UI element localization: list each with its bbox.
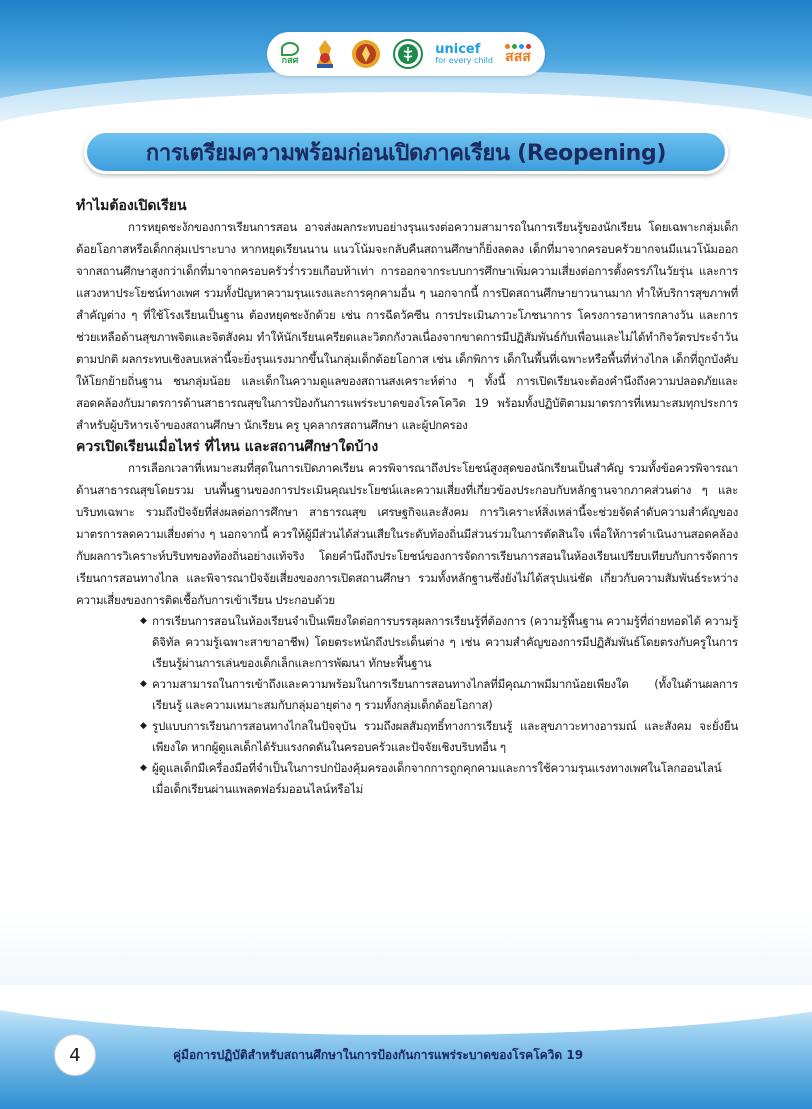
list-item: ◆ การเรียนการสอนในห้องเรียนจำเป็นเพียงใดต่อการบรรลุผลการเรียนรู้ที่ต้องการ (ความรู้พื้นฐาน ความรู้ที่ถ่ายทอดได้ ความรู้ดิจิทัล ความรู้เฉพาะสาขาอาชีพ) โดยตระหนักถึงประเด็นต่าง ๆ เช่น ความสำคัญของการมีปฏิสัมพันธ์โดยตรงกับครูในการเรียนรู้ผ่านการเล่นของเด็กเล็กและการพัฒนา ทักษะพื้นฐาน [142,611,738,674]
moph-seal-icon [393,39,423,69]
footer-wave [0,985,812,1035]
thaihealth-logo: สสส [505,44,531,65]
consideration-list [142,611,738,800]
unicef-logo: unicef for every child [435,41,493,65]
diamond-bullet-icon: ◆ [140,763,147,773]
obec-seal-icon [351,39,381,69]
list-item: ◆ รูปแบบการเรียนการสอนทางไกลในปัจจุบัน รวมถึงผลสัมฤทธิ์ทางการเรียนรู้ และสุขภาวะทางอารมณ์ และสังคม จะยั่งยืนเพียงใด หากผู้ดูแลเด็กได้รับแรงกดดันในครอบครัวและปัจจัยเชิงบริบทอื่น ๆ [142,716,738,758]
diamond-bullet-icon: ◆ [140,721,147,731]
section-heading-when-where: ควรเปิดเรียนเมื่อไหร่ ที่ไหน และสถานศึกษาใดบ้าง [76,439,379,455]
kp-logo: กสศ [281,42,299,66]
list-item: ◆ ความสามารถในการเข้าถึงและความพร้อมในการเรียนการสอนทางไกลที่มีคุณภาพมีมากน้อยเพียงใด (ทั้งในด้านผลการเรียนรู้ และความเหมาะสมกับกลุ่มอายุต่าง ๆ รวมทั้งกลุ่มเด็กด้อยโอกาส) [142,674,738,716]
thaihealth-dots-icon [505,44,531,49]
section-heading-why-reopen: ทำไมต้องเปิดเรียน [76,198,187,214]
logo-bar [267,32,545,76]
page-number: 4 [54,1034,96,1076]
footer-title: คู่มือการปฏิบัติสำหรับสถานศึกษาในการป้องกันการแพร่ระบาดของโรคโควิด 19 [173,1048,584,1062]
page-title: การเตรียมความพร้อมก่อนเปิดภาคเรียน (Reopening) [145,140,667,166]
moph-seal [393,39,423,69]
diamond-bullet-icon: ◆ [140,679,147,689]
obec-seal [351,39,381,69]
title-banner [84,130,728,174]
ministry-education-seal [311,38,339,70]
section-paragraph-why-reopen: การหยุดชะงักของการเรียนการสอน อาจส่งผลกระทบอย่างรุนแรงต่อความสามารถในการเรียนรู้ของนักเรียน โดยเฉพาะกลุ่มเด็กด้อยโอกาสหรือเด็กกลุ่มเปราะบาง หากหยุดเรียนนาน แนวโน้มจะกลับคืนสถานศึกษาก็ยิ่งลดลง เด็กที่มาจากครอบครัวยากจนมีแนวโน้มออกจากสถานศึกษาสูงกว่าเด็กที่มาจากครอบครัวร่ำรวยเกือบห้าเท่า การออกจากระบบการศึกษาเพิ่มความเสี่ยงต่อการตั้งครรภ์ในวัยรุ่น และการแสวงหาประโยชน์ทางเพศ รวมทั้งปัญหาความรุนแรงและการคุกคามอื่น ๆ นอกจากนี้ การปิดสถานศึกษายาวนานมาก ทำให้บริการสุขภาพที่สำคัญต่าง ๆ ที่ใช้โรงเรียนเป็นฐาน ต้องหยุดชะงักด้วย เช่น การฉีดวัคซีน การประเมินภาวะโภชนาการ โครงการอาหารกลางวัน และการช่วยเหลือด้านสุขภาพจิตและจิตสังคม ทำให้นักเรียนเครียดและวิตกกังวลเนื่องจากขาดการมีปฏิสัมพันธ์กับเพื่อนและไม่ได้ทำกิจวัตรประจำวันตามปกติ ผลกระทบเชิงลบเหล่านี้จะยิ่งรุนแรงมากขึ้นในกลุ่มเด็กด้อยโอกาส เช่น เด็กพิการ เด็กในพื้นที่เฉพาะหรือพื้นที่ห่างไกล เด็กที่ถูกบังคับให้โยกย้ายถิ่นฐาน ชนกลุ่มน้อย และเด็กในความดูแลของสถานสงเคราะห์ต่าง ๆ ทั้งนี้ การเปิดเรียนจะต้องคำนึงถึงความปลอดภัยและสอดคล้องกับมาตรการด้านสาธารณสุขในการป้องกันการแพร่ระบาดของโรคโควิด 19 พร้อมทั้งปฏิบัติตามมาตรการที่เหมาะสมทุกประการสำหรับผู้บริหารเจ้าของสถานศึกษา นักเรียน ครู บุคลากรสถานศึกษา และผู้ปกครอง [76,220,738,432]
ministry-seal-icon [311,38,339,70]
diamond-bullet-icon: ◆ [140,616,147,626]
section-paragraph-when-where: การเลือกเวลาที่เหมาะสมที่สุดในการเปิดภาคเรียน ควรพิจารณาถึงประโยชน์สูงสุดของนักเรียนเป็นสำคัญ รวมทั้งข้อควรพิจารณาด้านสาธารณสุขโดยรวม บนพื้นฐานของการประเมินคุณประโยชน์และความเสี่ยงที่เกี่ยวข้องประกอบกับหลักฐานจากภาคส่วนต่าง ๆ และบริบทเฉพาะ รวมถึงปัจจัยที่ส่งผลต่อการศึกษา สาธารณสุข เศรษฐกิจและสังคม การวิเคราะห์สิ่งเหล่านี้จะช่วยจัดลำดับความสำคัญของมาตรการลดความเสี่ยงต่าง ๆ นอกจากนี้ ควรให้ผู้มีส่วนได้ส่วนเสียในระดับท้องถิ่นมีส่วนร่วมในการตัดสินใจ เพื่อให้การดำเนินงานสอดคล้องกับผลการวิเคราะห์บริบทของท้องถิ่นอย่างแท้จริง โดยคำนึงถึงประโยชน์ของการจัดการเรียนการสอนในห้องเรียนเปรียบเทียบกับการจัดการเรียนการสอนทางไกล และพิจารณาปัจจัยเสี่ยงของการเปิดสถานศึกษา รวมทั้งหลักฐานซึ่งยังไม่ได้สรุปแน่ชัด เกี่ยวกับความสัมพันธ์ระหว่างความเสี่ยงของการติดเชื้อกับการเข้าเรียน ประกอบด้วย [76,461,738,607]
main-content [76,196,738,800]
kp-swirl-icon [281,42,299,56]
list-item: ◆ ผู้ดูแลเด็กมีเครื่องมือที่จำเป็นในการปกป้องคุ้มครองเด็กจากการถูกคุกคามและการใช้ความรุนแรงทางเพศในโลกออนไลน์ เมื่อเด็กเรียนผ่านแพลตฟอร์มออนไลน์หรือไม่ [142,758,738,800]
